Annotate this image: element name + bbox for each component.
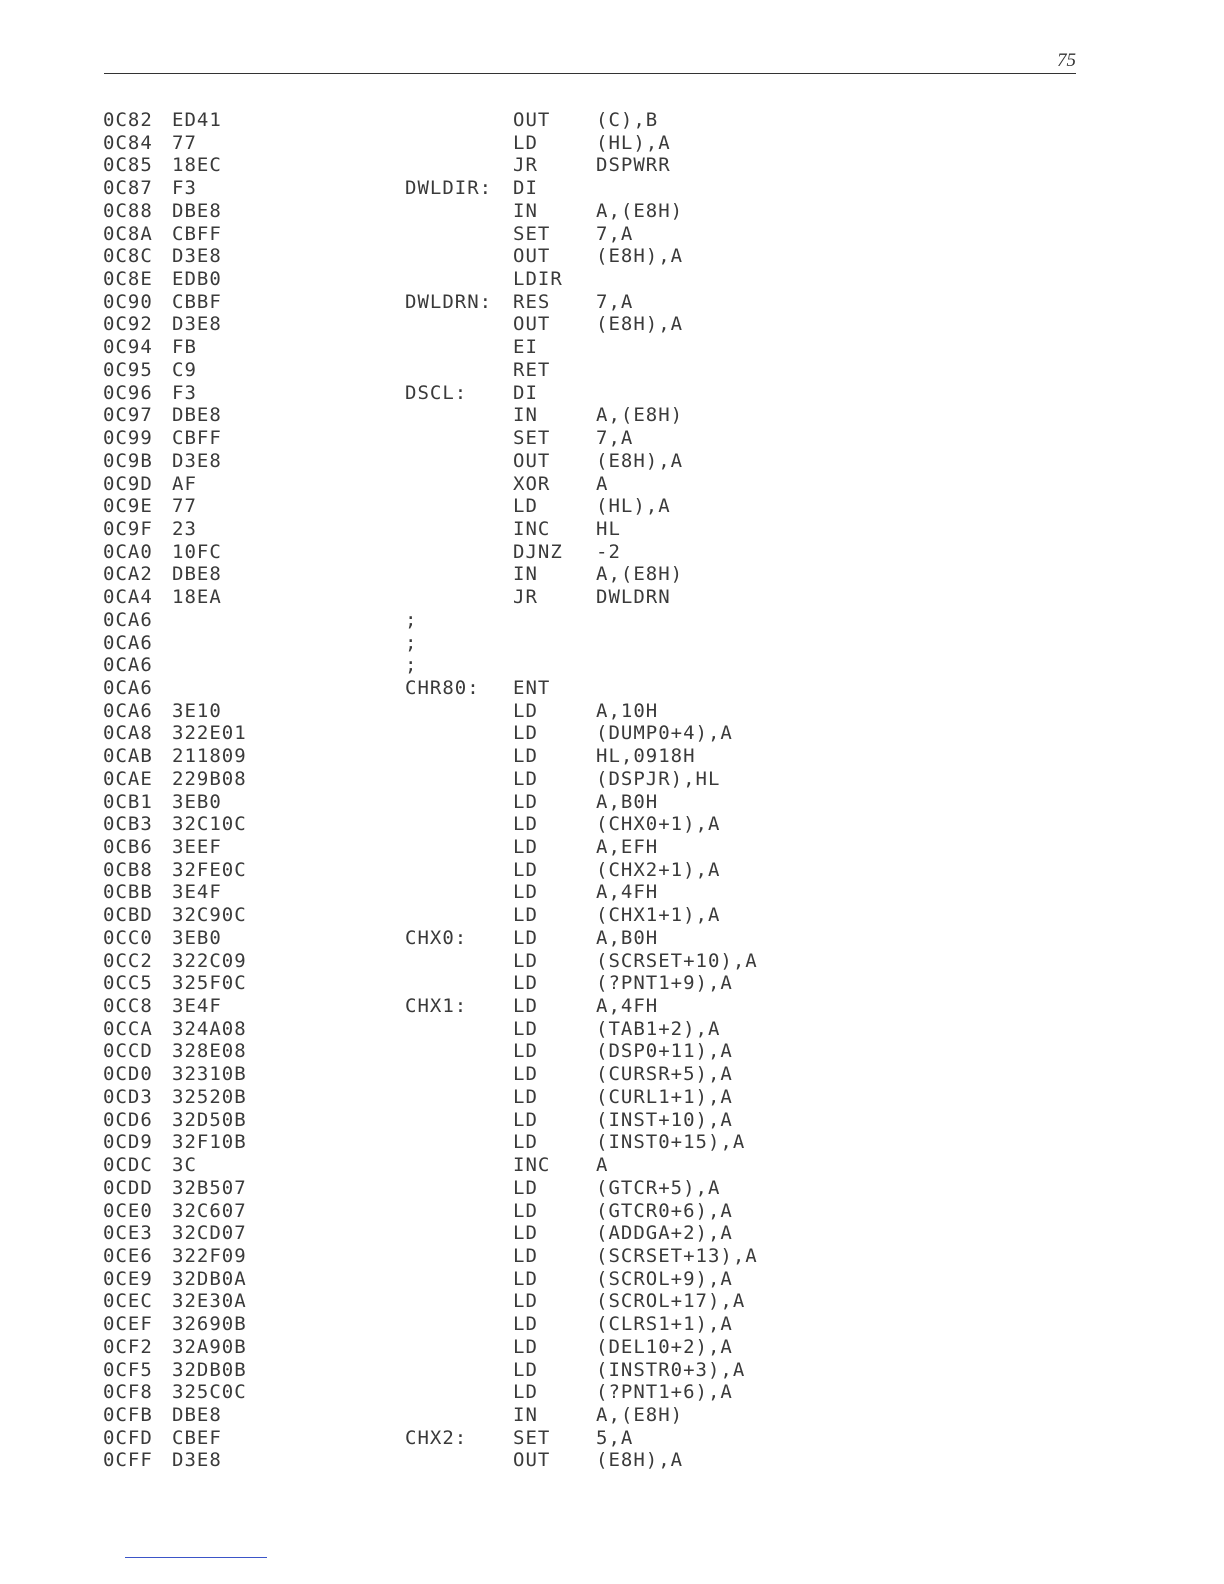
line-operand: (GTCR+5),A xyxy=(596,1176,721,1199)
line-operand: (?PNT1+6),A xyxy=(596,1381,733,1404)
line-machine-code: 325F0C xyxy=(172,972,247,995)
listing-line xyxy=(103,541,803,564)
line-address: 0CB1 xyxy=(103,790,153,813)
line-address: 0CE9 xyxy=(103,1267,153,1290)
line-machine-code: 18EC xyxy=(172,154,222,177)
line-mnemonic: LD xyxy=(513,926,538,949)
listing-line xyxy=(103,1381,803,1404)
listing-line xyxy=(103,359,803,382)
line-machine-code: F3 xyxy=(172,381,197,404)
listing-line xyxy=(103,245,803,268)
line-machine-code: 32F10B xyxy=(172,1131,247,1154)
line-mnemonic: LD xyxy=(513,1244,538,1267)
assembly-listing xyxy=(103,109,803,1472)
line-machine-code: 328E08 xyxy=(172,1040,247,1063)
listing-line xyxy=(103,1154,803,1177)
line-operand: (INST0+15),A xyxy=(596,1131,746,1154)
line-address: 0CB8 xyxy=(103,858,153,881)
line-address: 0CA0 xyxy=(103,540,153,563)
line-mnemonic: LD xyxy=(513,995,538,1018)
line-machine-code: 32B507 xyxy=(172,1176,247,1199)
line-mnemonic: LD xyxy=(513,1267,538,1290)
listing-line xyxy=(103,950,803,973)
line-operand: (DEL10+2),A xyxy=(596,1335,733,1358)
line-machine-code: 32D50B xyxy=(172,1108,247,1131)
line-machine-code: 32310B xyxy=(172,1063,247,1086)
line-address: 0C95 xyxy=(103,358,153,381)
line-address: 0C90 xyxy=(103,290,153,313)
line-machine-code: 32CD07 xyxy=(172,1222,247,1245)
line-mnemonic: LD xyxy=(513,1381,538,1404)
listing-line xyxy=(103,813,803,836)
line-machine-code: DBE8 xyxy=(172,199,222,222)
line-operand: A,B0H xyxy=(596,790,659,813)
line-machine-code: 32FE0C xyxy=(172,858,247,881)
listing-line xyxy=(103,1449,803,1472)
listing-line xyxy=(103,722,803,745)
line-address: 0CFD xyxy=(103,1426,153,1449)
line-operand: A,EFH xyxy=(596,836,659,858)
line-mnemonic: DI xyxy=(513,177,538,200)
listing-line xyxy=(103,927,803,950)
line-mnemonic: LD xyxy=(513,767,538,790)
line-operand: (CURSR+5),A xyxy=(596,1063,733,1086)
line-address: 0CE0 xyxy=(103,1199,153,1222)
listing-line xyxy=(103,404,803,427)
line-mnemonic: IN xyxy=(513,1403,538,1426)
line-machine-code: 322E01 xyxy=(172,722,247,745)
listing-line xyxy=(103,881,803,904)
line-operand: 7,A xyxy=(596,290,634,313)
listing-line xyxy=(103,859,803,882)
line-mnemonic: LD xyxy=(513,1063,538,1086)
line-mnemonic: LD xyxy=(513,813,538,836)
line-machine-code: AF xyxy=(172,472,197,495)
line-operand: HL,0918H xyxy=(596,745,696,768)
line-machine-code: D3E8 xyxy=(172,245,222,268)
listing-line xyxy=(103,700,803,723)
line-label: ; xyxy=(405,654,418,677)
line-address: 0CD6 xyxy=(103,1108,153,1131)
line-machine-code: 3C xyxy=(172,1154,197,1177)
listing-line xyxy=(103,109,803,132)
listing-line xyxy=(103,632,803,655)
listing-line xyxy=(103,995,803,1018)
line-operand: A,4FH xyxy=(596,995,659,1018)
line-address: 0CDC xyxy=(103,1154,153,1177)
line-mnemonic: IN xyxy=(513,563,538,586)
line-label: CHR80: xyxy=(405,676,480,699)
line-operand: (?PNT1+9),A xyxy=(596,972,733,995)
line-mnemonic: LD xyxy=(513,1176,538,1199)
listing-line xyxy=(103,382,803,405)
line-address: 0C85 xyxy=(103,154,153,177)
line-mnemonic: OUT xyxy=(513,109,551,131)
line-mnemonic: LD xyxy=(513,949,538,972)
line-address: 0C87 xyxy=(103,177,153,200)
line-operand: (SCROL+9),A xyxy=(596,1267,733,1290)
line-mnemonic: XOR xyxy=(513,472,551,495)
line-operand: (E8H),A xyxy=(596,449,684,472)
line-address: 0CD0 xyxy=(103,1063,153,1086)
listing-line xyxy=(103,677,803,700)
line-machine-code: 229B08 xyxy=(172,767,247,790)
line-address: 0CA6 xyxy=(103,699,153,722)
line-machine-code: FB xyxy=(172,336,197,359)
line-operand: DWLDRN xyxy=(596,586,671,609)
line-address: 0CDD xyxy=(103,1176,153,1199)
line-mnemonic: LD xyxy=(513,858,538,881)
line-address: 0CC2 xyxy=(103,949,153,972)
listing-line xyxy=(103,1427,803,1450)
line-machine-code: 3EEF xyxy=(172,836,222,858)
line-operand: A,(E8H) xyxy=(596,1403,684,1426)
listing-line xyxy=(103,1222,803,1245)
line-mnemonic: LD xyxy=(513,699,538,722)
line-label: DWLDIR: xyxy=(405,177,493,200)
line-address: 0CF2 xyxy=(103,1335,153,1358)
line-machine-code: C9 xyxy=(172,358,197,381)
line-operand: A,10H xyxy=(596,699,659,722)
listing-line xyxy=(103,904,803,927)
listing-line xyxy=(103,836,803,859)
line-operand: (CHX2+1),A xyxy=(596,858,721,881)
line-operand: (SCRSET+13),A xyxy=(596,1244,758,1267)
line-operand: (SCROL+17),A xyxy=(596,1290,746,1313)
line-label: ; xyxy=(405,631,418,654)
listing-line xyxy=(103,1336,803,1359)
line-operand: 7,A xyxy=(596,222,634,245)
line-mnemonic: OUT xyxy=(513,313,551,336)
line-operand: (DUMP0+4),A xyxy=(596,722,733,745)
listing-line xyxy=(103,200,803,223)
line-operand: (C),B xyxy=(596,109,659,131)
line-operand: HL xyxy=(596,517,621,540)
line-mnemonic: LD xyxy=(513,1335,538,1358)
line-mnemonic: OUT xyxy=(513,1449,551,1472)
listing-line xyxy=(103,1040,803,1063)
listing-line xyxy=(103,1359,803,1382)
line-operand: 7,A xyxy=(596,427,634,450)
line-machine-code: 32690B xyxy=(172,1313,247,1336)
line-operand: A,B0H xyxy=(596,926,659,949)
line-label: CHX1: xyxy=(405,995,468,1018)
line-address: 0C9F xyxy=(103,517,153,540)
line-address: 0CCA xyxy=(103,1017,153,1040)
line-address: 0CBD xyxy=(103,904,153,927)
listing-line xyxy=(103,177,803,200)
line-machine-code: 324A08 xyxy=(172,1017,247,1040)
listing-line xyxy=(103,1109,803,1132)
line-mnemonic: IN xyxy=(513,404,538,427)
listing-line xyxy=(103,223,803,246)
line-mnemonic: LD xyxy=(513,1222,538,1245)
listing-line xyxy=(103,336,803,359)
listing-line xyxy=(103,768,803,791)
line-label: DWLDRN: xyxy=(405,290,493,313)
line-machine-code: 32520B xyxy=(172,1085,247,1108)
line-machine-code: DBE8 xyxy=(172,1403,222,1426)
listing-line xyxy=(103,1063,803,1086)
line-operand: -2 xyxy=(596,540,621,563)
line-mnemonic: LD xyxy=(513,790,538,813)
line-mnemonic: EI xyxy=(513,336,538,359)
line-machine-code: 32C90C xyxy=(172,904,247,927)
line-machine-code: 32C607 xyxy=(172,1199,247,1222)
line-mnemonic: LD xyxy=(513,972,538,995)
listing-line xyxy=(103,654,803,677)
line-operand: (HL),A xyxy=(596,495,671,518)
line-address: 0C94 xyxy=(103,336,153,359)
line-address: 0CEC xyxy=(103,1290,153,1313)
listing-line xyxy=(103,313,803,336)
line-operand: A xyxy=(596,1154,609,1177)
line-mnemonic: LD xyxy=(513,1199,538,1222)
line-operand: DSPWRR xyxy=(596,154,671,177)
line-address: 0CE6 xyxy=(103,1244,153,1267)
line-address: 0CE3 xyxy=(103,1222,153,1245)
line-address: 0C9E xyxy=(103,495,153,518)
listing-line xyxy=(103,745,803,768)
listing-line xyxy=(103,609,803,632)
line-machine-code: 32DB0B xyxy=(172,1358,247,1381)
listing-line xyxy=(103,1131,803,1154)
line-operand: 5,A xyxy=(596,1426,634,1449)
line-address: 0CCD xyxy=(103,1040,153,1063)
line-address: 0C92 xyxy=(103,313,153,336)
line-mnemonic: LD xyxy=(513,1108,538,1131)
line-operand: (TAB1+2),A xyxy=(596,1017,721,1040)
line-machine-code: CBFF xyxy=(172,427,222,450)
line-address: 0C9B xyxy=(103,449,153,472)
line-mnemonic: INC xyxy=(513,517,551,540)
line-address: 0CEF xyxy=(103,1313,153,1336)
listing-line xyxy=(103,1290,803,1313)
line-machine-code: 32C10C xyxy=(172,813,247,836)
line-address: 0CC5 xyxy=(103,972,153,995)
line-mnemonic: LD xyxy=(513,495,538,518)
line-address: 0CC8 xyxy=(103,995,153,1018)
line-machine-code: D3E8 xyxy=(172,313,222,336)
listing-line xyxy=(103,586,803,609)
line-label: DSCL: xyxy=(405,381,468,404)
line-operand: A,(E8H) xyxy=(596,404,684,427)
line-operand: (CLRS1+1),A xyxy=(596,1313,733,1336)
line-operand: A xyxy=(596,472,609,495)
listing-line xyxy=(103,154,803,177)
line-mnemonic: LD xyxy=(513,836,538,858)
line-mnemonic: LD xyxy=(513,881,538,904)
line-mnemonic: LD xyxy=(513,1040,538,1063)
line-operand: (HL),A xyxy=(596,131,671,154)
line-machine-code: 23 xyxy=(172,517,197,540)
listing-line xyxy=(103,1086,803,1109)
line-operand: (ADDGA+2),A xyxy=(596,1222,733,1245)
line-address: 0CB3 xyxy=(103,813,153,836)
line-address: 0C8A xyxy=(103,222,153,245)
line-mnemonic: SET xyxy=(513,427,551,450)
line-address: 0CBB xyxy=(103,881,153,904)
line-machine-code: D3E8 xyxy=(172,1449,222,1472)
line-label: CHX0: xyxy=(405,926,468,949)
line-operand: (DSPJR),HL xyxy=(596,767,721,790)
line-operand: (INSTR0+3),A xyxy=(596,1358,746,1381)
line-machine-code: 77 xyxy=(172,131,197,154)
line-address: 0C8C xyxy=(103,245,153,268)
footnote-rule xyxy=(125,1557,267,1558)
listing-line xyxy=(103,1268,803,1291)
listing-line xyxy=(103,132,803,155)
listing-line xyxy=(103,563,803,586)
page-number: 75 xyxy=(1057,50,1076,71)
line-operand: (DSP0+11),A xyxy=(596,1040,733,1063)
line-operand: (CURL1+1),A xyxy=(596,1085,733,1108)
line-mnemonic: LD xyxy=(513,1017,538,1040)
line-machine-code: 3EB0 xyxy=(172,926,222,949)
line-machine-code: F3 xyxy=(172,177,197,200)
line-mnemonic: LD xyxy=(513,904,538,927)
line-machine-code: 3E4F xyxy=(172,881,222,904)
listing-line xyxy=(103,1200,803,1223)
line-mnemonic: JR xyxy=(513,154,538,177)
listing-line xyxy=(103,291,803,314)
line-address: 0CA2 xyxy=(103,563,153,586)
line-mnemonic: OUT xyxy=(513,245,551,268)
line-mnemonic: OUT xyxy=(513,449,551,472)
line-mnemonic: DI xyxy=(513,381,538,404)
line-address: 0C8E xyxy=(103,268,153,291)
line-mnemonic: LD xyxy=(513,1131,538,1154)
listing-line xyxy=(103,972,803,995)
line-address: 0CA6 xyxy=(103,676,153,699)
listing-line xyxy=(103,1404,803,1427)
line-machine-code: 3E4F xyxy=(172,995,222,1018)
line-address: 0CC0 xyxy=(103,926,153,949)
line-mnemonic: SET xyxy=(513,222,551,245)
listing-line xyxy=(103,518,803,541)
line-operand: (GTCR0+6),A xyxy=(596,1199,733,1222)
listing-line xyxy=(103,1018,803,1041)
line-address: 0CD3 xyxy=(103,1085,153,1108)
line-machine-code: EDB0 xyxy=(172,268,222,291)
line-label: CHX2: xyxy=(405,1426,468,1449)
line-operand: (E8H),A xyxy=(596,245,684,268)
line-address: 0CAB xyxy=(103,745,153,768)
listing-line xyxy=(103,450,803,473)
line-machine-code: 18EA xyxy=(172,586,222,609)
line-machine-code: CBFF xyxy=(172,222,222,245)
line-mnemonic: LD xyxy=(513,1290,538,1313)
line-address: 0C88 xyxy=(103,199,153,222)
line-operand: (E8H),A xyxy=(596,1449,684,1472)
line-operand: (CHX1+1),A xyxy=(596,904,721,927)
line-address: 0CAE xyxy=(103,767,153,790)
line-address: 0C84 xyxy=(103,131,153,154)
listing-line xyxy=(103,495,803,518)
line-operand: A,(E8H) xyxy=(596,563,684,586)
line-address: 0CA6 xyxy=(103,654,153,677)
line-machine-code: DBE8 xyxy=(172,563,222,586)
line-mnemonic: LD xyxy=(513,745,538,768)
listing-line xyxy=(103,268,803,291)
line-machine-code: DBE8 xyxy=(172,404,222,427)
line-address: 0C9D xyxy=(103,472,153,495)
line-machine-code: 322C09 xyxy=(172,949,247,972)
line-machine-code: 77 xyxy=(172,495,197,518)
line-address: 0CA8 xyxy=(103,722,153,745)
line-address: 0C96 xyxy=(103,381,153,404)
line-address: 0CA6 xyxy=(103,631,153,654)
line-machine-code: CBEF xyxy=(172,1426,222,1449)
line-mnemonic: LD xyxy=(513,1313,538,1336)
line-operand: A,4FH xyxy=(596,881,659,904)
line-mnemonic: SET xyxy=(513,1426,551,1449)
line-machine-code: 32A90B xyxy=(172,1335,247,1358)
listing-line xyxy=(103,473,803,496)
line-operand: A,(E8H) xyxy=(596,199,684,222)
line-address: 0C82 xyxy=(103,109,153,131)
line-machine-code: 322F09 xyxy=(172,1244,247,1267)
line-mnemonic: LD xyxy=(513,722,538,745)
line-mnemonic: INC xyxy=(513,1154,551,1177)
line-address: 0C97 xyxy=(103,404,153,427)
line-address: 0CFF xyxy=(103,1449,153,1472)
line-mnemonic: RES xyxy=(513,290,551,313)
line-mnemonic: LD xyxy=(513,1358,538,1381)
header-rule xyxy=(104,73,1076,74)
listing-line xyxy=(103,1245,803,1268)
line-machine-code: D3E8 xyxy=(172,449,222,472)
line-address: 0CFB xyxy=(103,1403,153,1426)
line-machine-code: 32DB0A xyxy=(172,1267,247,1290)
line-operand: (INST+10),A xyxy=(596,1108,733,1131)
line-address: 0CA6 xyxy=(103,608,153,631)
line-address: 0CD9 xyxy=(103,1131,153,1154)
line-mnemonic: LD xyxy=(513,131,538,154)
line-address: 0CB6 xyxy=(103,836,153,858)
line-mnemonic: DJNZ xyxy=(513,540,563,563)
line-machine-code: 325C0C xyxy=(172,1381,247,1404)
line-machine-code: CBBF xyxy=(172,290,222,313)
line-operand: (CHX0+1),A xyxy=(596,813,721,836)
line-machine-code: 3E10 xyxy=(172,699,222,722)
line-address: 0C99 xyxy=(103,427,153,450)
line-address: 0CA4 xyxy=(103,586,153,609)
line-address: 0CF5 xyxy=(103,1358,153,1381)
line-mnemonic: IN xyxy=(513,199,538,222)
listing-line xyxy=(103,791,803,814)
line-mnemonic: RET xyxy=(513,358,551,381)
line-machine-code: 32E30A xyxy=(172,1290,247,1313)
line-machine-code: 211809 xyxy=(172,745,247,768)
line-machine-code: 10FC xyxy=(172,540,222,563)
line-mnemonic: LDIR xyxy=(513,268,563,291)
line-operand: (E8H),A xyxy=(596,313,684,336)
line-machine-code: 3EB0 xyxy=(172,790,222,813)
listing-line xyxy=(103,427,803,450)
line-mnemonic: ENT xyxy=(513,676,551,699)
line-operand: (SCRSET+10),A xyxy=(596,949,758,972)
line-label: ; xyxy=(405,608,418,631)
line-mnemonic: JR xyxy=(513,586,538,609)
listing-line xyxy=(103,1177,803,1200)
line-machine-code: ED41 xyxy=(172,109,222,131)
line-address: 0CF8 xyxy=(103,1381,153,1404)
listing-line xyxy=(103,1313,803,1336)
line-mnemonic: LD xyxy=(513,1085,538,1108)
